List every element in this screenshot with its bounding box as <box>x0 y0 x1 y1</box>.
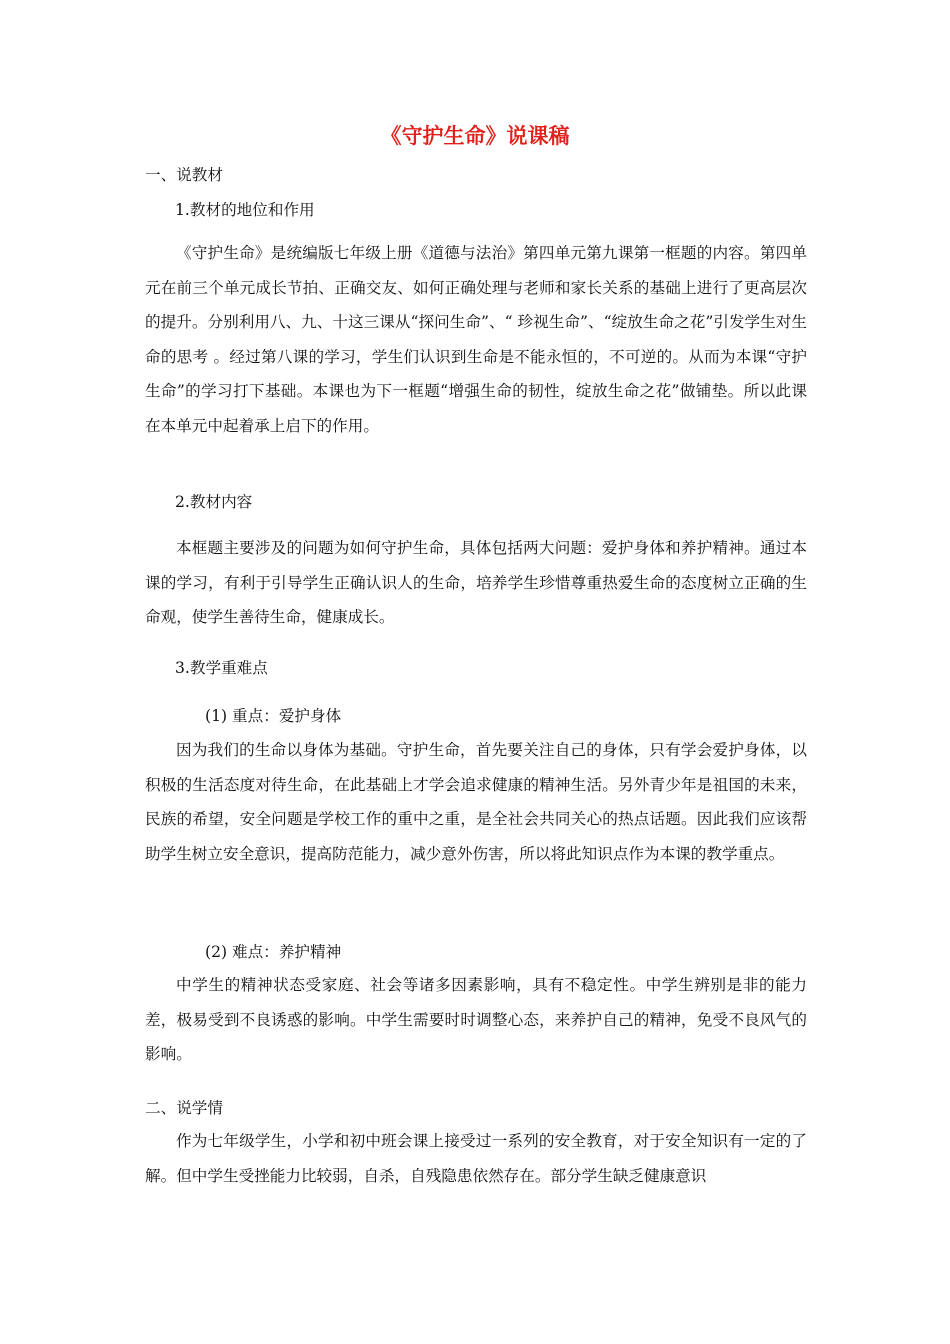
subheading-key-points: 3.教学重难点 <box>175 659 268 677</box>
paragraph-student-situation: 作为七年级学生，小学和初中班会课上接受过一系列的安全教育，对于安全知识有一定的了解。但中学生受挫能力比较弱，自杀，自残隐患依然存在。部分学生缺乏健康意识 <box>145 1132 807 1185</box>
paragraph-difficult-point: 中学生的精神状态受家庭、社会等诸多因素影响，具有不稳定性。中学生辨别是非的能力差，极易受到不良诱惑的影响。中学生需要时时调整心态，来养护自己的精神，免受不良风气的影响。 <box>145 976 807 1063</box>
document-title: 《守护生命》说课稿 <box>380 124 570 148</box>
paragraph-key-point: 因为我们的生命以身体为基础。守护生命，首先要关注自己的身体，只有学会爱护身体，以积极的生活态度对待生命，在此基础上才学会追求健康的精神生活。另外青少年是祖国的未来，民族的希望，安全问题是学校工作的重中之重，是全社会共同关心的热点话题。因此我们应该帮助学生树立安全意识，提高防范能力，减少意外伤害，所以将此知识点作为本课的教学重点。 <box>145 741 807 863</box>
section-heading-2: 二、说学情 <box>145 1099 223 1117</box>
point-key: (1) 重点：爱护身体 <box>205 707 342 725</box>
paragraph-textbook-content: 本框题主要涉及的问题为如何守护生命，具体包括两大问题：爱护身体和养护精神。通过本课的学习，有利于引导学生正确认识人的生命，培养学生珍惜尊重热爱生命的态度树立正确的生命观，使学生善待生命，健康成长。 <box>145 539 807 626</box>
subheading-textbook-role: 1.教材的地位和作用 <box>175 201 315 219</box>
subheading-textbook-content: 2.教材内容 <box>175 493 253 511</box>
point-difficult: (2) 难点：养护精神 <box>205 943 342 961</box>
section-heading-1: 一、说教材 <box>145 166 223 184</box>
paragraph-textbook-role: 《守护生命》是统编版七年级上册《道德与法治》第四单元第九课第一框题的内容。第四单元在前三个单元成长节拍、正确交友、如何正确处理与老师和家长关系的基础上进行了更高层次的提升。分别利用八、九、十这三课从“探问生命”、“ 珍视生命”、“绽放生命之花”引发学生对生命的思考 。经过第八课的学习，学生们认识到生命是不能永恒的，不可逆的。从而为本课“守护生命”的学习打下基础。本课也为下一框题“增强生命的韧性，绽放生命之花”做铺垫。所以此课在本单元中起着承上启下的作用。 <box>145 244 807 435</box>
